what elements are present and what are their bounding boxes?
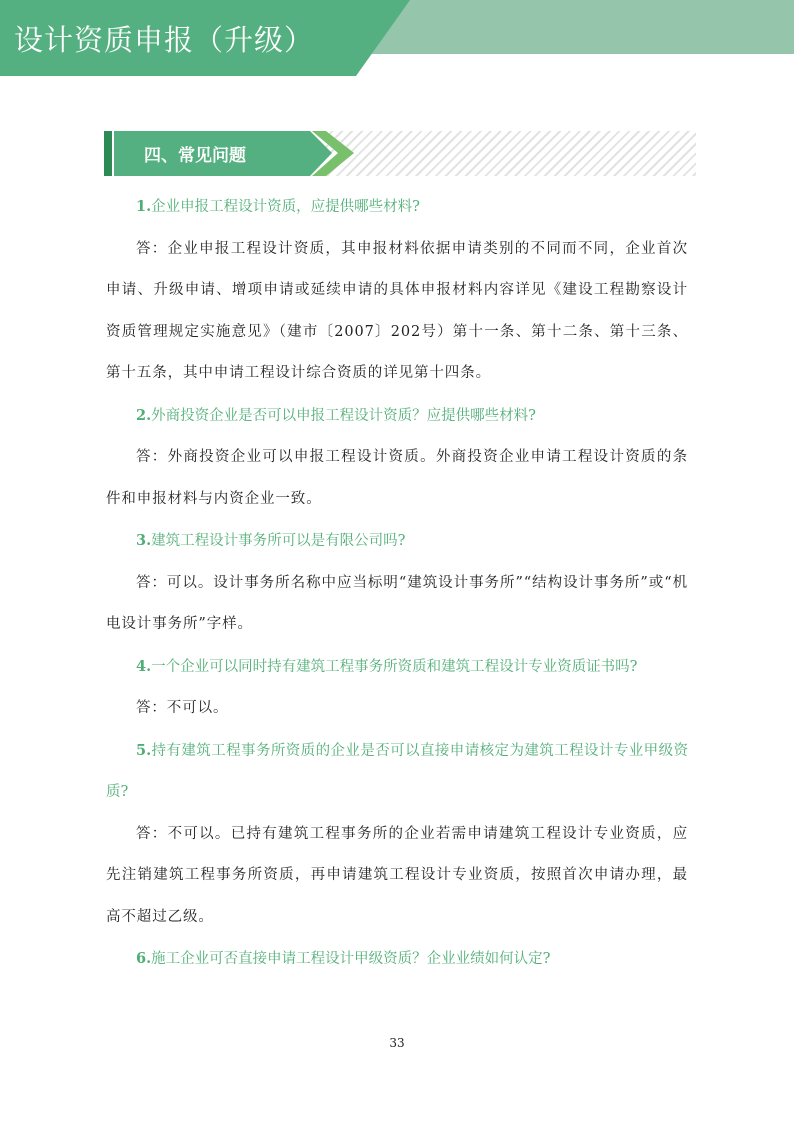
faq-question <box>106 938 688 981</box>
faq-item <box>106 646 688 730</box>
faq-item <box>106 186 688 395</box>
question-number: 5. <box>136 741 152 759</box>
faq-question <box>106 646 688 689</box>
page-number: 33 <box>389 1036 405 1050</box>
question-number: 4. <box>136 657 152 675</box>
question-number: 6. <box>136 950 152 967</box>
faq-item <box>106 938 688 981</box>
question-number: 3. <box>136 532 152 549</box>
faq-item <box>106 520 688 646</box>
diagonal-stripes-decoration <box>324 131 696 176</box>
question-text: 外商投资企业是否可以申报工程设计资质？应提供哪些材料? <box>151 407 536 424</box>
document-title: 设计资质申报（升级） <box>14 23 315 57</box>
question-number: 2. <box>136 406 152 424</box>
faq-list <box>106 186 688 981</box>
question-text: 持有建筑工程事务所资质的企业是否可以直接申请核定为建筑工程设计专业甲级资质? <box>106 742 688 800</box>
faq-question <box>106 730 688 814</box>
question-text: 企业申报工程设计资质，应提供哪些材料? <box>151 199 420 215</box>
question-text: 施工企业可否直接申请工程设计甲级资质？企业业绩如何认定? <box>151 951 551 967</box>
faq-answer: 答：外商投资企业可以申报工程设计资质。外商投资企业申请工程设计资质的条件和申报材料与内资企业一致。 <box>106 449 688 507</box>
section-accent-bar <box>104 131 112 176</box>
question-text: 建筑工程设计事务所可以是有限公司吗? <box>151 533 406 549</box>
faq-question <box>106 520 688 563</box>
faq-question <box>106 186 688 229</box>
faq-answer: 答：不可以。 <box>136 700 229 716</box>
faq-answer: 答：不可以。已持有建筑工程事务所的企业若需申请建筑工程设计专业资质，应先注销建筑工程事务所资质，再申请建筑工程设计专业资质，按照首次申请办理，最高不超过乙级。 <box>106 825 688 925</box>
faq-item <box>106 730 688 939</box>
section-title: 四、常见问题 <box>144 146 246 166</box>
question-number: 1. <box>136 198 152 215</box>
faq-answer: 答：可以。设计事务所名称中应当标明“建筑设计事务所”“结构设计事务所”或“机电设计事务所”字样。 <box>106 574 688 632</box>
section-heading-bar <box>104 131 696 176</box>
question-text: 一个企业可以同时持有建筑工程事务所资质和建筑工程设计专业资质证书吗? <box>151 658 638 675</box>
faq-answer: 答：企业申报工程设计资质，其申报材料依据申请类别的不同而不同，企业首次申请、升级申请、增项申请或延续申请的具体申报材料内容详见《建设工程勘察设计资质管理规定实施意见》（建市〔2007〕202号）第十一条、第十二条、第十三条、第十五条，其中申请工程设计综合资质的详见第十四条。 <box>106 240 688 381</box>
faq-item <box>106 395 688 521</box>
faq-question <box>106 395 688 438</box>
page-header-band <box>0 0 794 78</box>
